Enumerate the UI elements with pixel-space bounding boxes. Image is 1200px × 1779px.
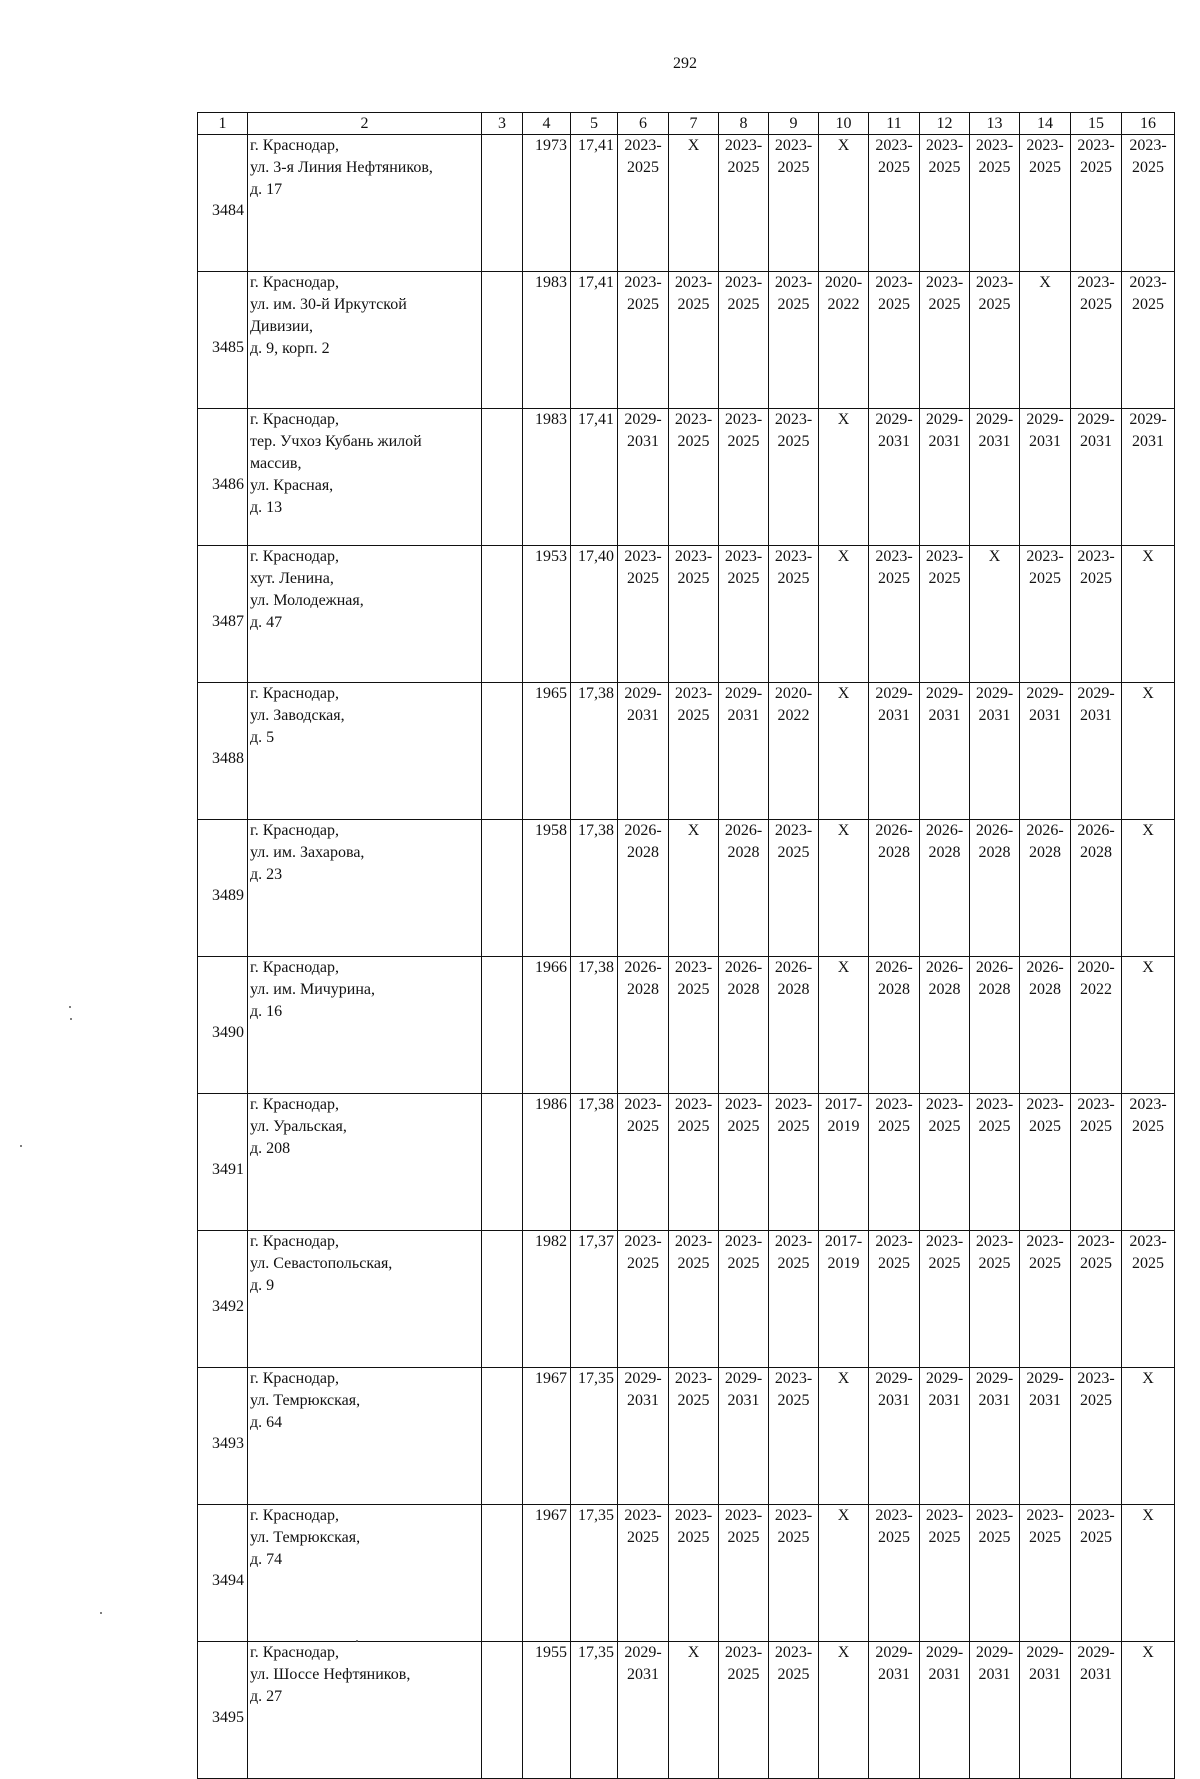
period-cell: 2023- 2025 [1071, 1368, 1122, 1505]
period-cell: 2029- 2031 [719, 683, 769, 820]
period-cell: 2026- 2028 [920, 957, 970, 1094]
period-cell: 2023- 2025 [1020, 1505, 1071, 1642]
address-cell: г. Краснодар, хут. Ленина, ул. Молодежная, д. 47 [248, 546, 482, 683]
period-cell: 2023- 2025 [769, 1642, 819, 1779]
column-header: 5 [571, 113, 618, 135]
row-number: 3492 [198, 1231, 248, 1368]
period-cell: 2023- 2025 [1071, 272, 1122, 409]
period-cell: 2029- 2031 [970, 683, 1020, 820]
period-cell: 2029- 2031 [618, 683, 669, 820]
table-row [198, 820, 1175, 957]
period-cell: X [819, 409, 869, 546]
period-cell: 2023- 2025 [970, 135, 1020, 272]
column-header: 1 [198, 113, 248, 135]
address-cell: г. Краснодар, ул. Севастопольская, д. 9 [248, 1231, 482, 1368]
period-cell: 2029- 2031 [719, 1368, 769, 1505]
col3-cell [482, 1505, 523, 1642]
period-cell: 2029- 2031 [1020, 1642, 1071, 1779]
row-number: 3491 [198, 1094, 248, 1231]
period-cell: 2023- 2025 [769, 820, 819, 957]
address-cell: г. Краснодар, тер. Учхоз Кубань жилой массив, ул. Красная, д. 13 [248, 409, 482, 546]
column-header: 4 [523, 113, 571, 135]
period-cell: 2023- 2025 [1122, 272, 1175, 409]
row-number: 3494 [198, 1505, 248, 1642]
period-cell: 2029- 2031 [920, 683, 970, 820]
period-cell: 2023- 2025 [920, 272, 970, 409]
table-row [198, 546, 1175, 683]
value-cell: 17,41 [571, 272, 618, 409]
period-cell: 2029- 2031 [1020, 683, 1071, 820]
year-cell: 1986 [523, 1094, 571, 1231]
period-cell: 2023- 2025 [920, 1094, 970, 1231]
value-cell: 17,40 [571, 546, 618, 683]
period-cell: 2029- 2031 [920, 409, 970, 546]
period-cell: 2023- 2025 [1020, 135, 1071, 272]
period-cell: 2026- 2028 [1071, 820, 1122, 957]
col3-cell [482, 409, 523, 546]
table-row [198, 1642, 1175, 1779]
period-cell: 2023- 2025 [769, 1231, 819, 1368]
column-header: 8 [719, 113, 769, 135]
address-cell: г. Краснодар, ул. им. Мичурина, д. 16 [248, 957, 482, 1094]
period-cell: 2023- 2025 [920, 1505, 970, 1642]
period-cell: 2029- 2031 [1071, 683, 1122, 820]
period-cell: 2029- 2031 [618, 1642, 669, 1779]
header-row [198, 113, 1175, 135]
column-header: 6 [618, 113, 669, 135]
period-cell: 2029- 2031 [1122, 409, 1175, 546]
period-cell: 2029- 2031 [869, 1368, 920, 1505]
period-cell: 2023- 2025 [1071, 1505, 1122, 1642]
period-cell: 2023- 2025 [1020, 546, 1071, 683]
value-cell: 17,37 [571, 1231, 618, 1368]
period-cell: 2029- 2031 [920, 1368, 970, 1505]
period-cell: 2020- 2022 [819, 272, 869, 409]
period-cell: 2023- 2025 [1020, 1094, 1071, 1231]
period-cell: 2017- 2019 [819, 1231, 869, 1368]
period-cell: 2026- 2028 [618, 820, 669, 957]
period-cell: 2023- 2025 [1071, 1231, 1122, 1368]
period-cell: 2023- 2025 [669, 683, 719, 820]
period-cell: 2023- 2025 [920, 1231, 970, 1368]
period-cell: 2023- 2025 [618, 272, 669, 409]
col3-cell [482, 1231, 523, 1368]
address-cell: г. Краснодар, ул. Темрюкская, д. 74 [248, 1505, 482, 1642]
address-cell: г. Краснодар, ул. Шоссе Нефтяников, д. 27 [248, 1642, 482, 1779]
value-cell: 17,35 [571, 1368, 618, 1505]
period-cell: 2029- 2031 [1071, 1642, 1122, 1779]
scan-speck [356, 1640, 358, 1642]
table-row [198, 272, 1175, 409]
col3-cell [482, 135, 523, 272]
col3-cell [482, 683, 523, 820]
row-number: 3495 [198, 1642, 248, 1779]
page-number: 292 [673, 55, 697, 72]
period-cell: 2023- 2025 [669, 409, 719, 546]
period-cell: 2023- 2025 [920, 546, 970, 683]
period-cell: 2023- 2025 [769, 409, 819, 546]
period-cell: 2026- 2028 [1020, 820, 1071, 957]
year-cell: 1973 [523, 135, 571, 272]
period-cell: X [970, 546, 1020, 683]
period-cell: 2026- 2028 [618, 957, 669, 1094]
period-cell: 2023- 2025 [970, 272, 1020, 409]
period-cell: X [1122, 546, 1175, 683]
period-cell: X [819, 820, 869, 957]
period-cell: 2023- 2025 [769, 1094, 819, 1231]
period-cell: 2023- 2025 [769, 272, 819, 409]
period-cell: 2020- 2022 [769, 683, 819, 820]
value-cell: 17,41 [571, 135, 618, 272]
period-cell: 2026- 2028 [869, 957, 920, 1094]
period-cell: 2023- 2025 [1071, 135, 1122, 272]
period-cell: 2023- 2025 [970, 1505, 1020, 1642]
table-row [198, 957, 1175, 1094]
address-cell: г. Краснодар, ул. Уральская, д. 208 [248, 1094, 482, 1231]
period-cell: X [819, 1368, 869, 1505]
period-cell: X [1122, 1368, 1175, 1505]
row-number: 3489 [198, 820, 248, 957]
period-cell: 2023- 2025 [618, 546, 669, 683]
period-cell: 2023- 2025 [769, 135, 819, 272]
period-cell: 2023- 2025 [869, 1505, 920, 1642]
year-cell: 1966 [523, 957, 571, 1094]
period-cell: 2023- 2025 [920, 135, 970, 272]
period-cell: 2026- 2028 [719, 957, 769, 1094]
period-cell: X [819, 546, 869, 683]
column-header: 12 [920, 113, 970, 135]
period-cell: 2023- 2025 [769, 546, 819, 683]
row-number: 3493 [198, 1368, 248, 1505]
period-cell: X [669, 820, 719, 957]
address-cell: г. Краснодар, ул. им. Захарова, д. 23 [248, 820, 482, 957]
table-row [198, 1368, 1175, 1505]
period-cell: X [1122, 957, 1175, 1094]
address-cell: г. Краснодар, ул. им. 30-й Иркутской Дивизии, д. 9, корп. 2 [248, 272, 482, 409]
period-cell: 2023- 2025 [618, 135, 669, 272]
scan-speck [20, 1145, 22, 1147]
period-cell: 2026- 2028 [970, 820, 1020, 957]
period-cell: X [1020, 272, 1071, 409]
period-cell: 2023- 2025 [669, 1505, 719, 1642]
period-cell: 2026- 2028 [769, 957, 819, 1094]
period-cell: 2023- 2025 [618, 1505, 669, 1642]
period-cell: 2023- 2025 [719, 546, 769, 683]
period-cell: 2029- 2031 [618, 409, 669, 546]
row-number: 3485 [198, 272, 248, 409]
period-cell: 2029- 2031 [618, 1368, 669, 1505]
year-cell: 1955 [523, 1642, 571, 1779]
table-row [198, 683, 1175, 820]
period-cell: 2026- 2028 [869, 820, 920, 957]
scan-speck [69, 1006, 71, 1008]
table-row [198, 1505, 1175, 1642]
period-cell: 2023- 2025 [769, 1368, 819, 1505]
year-cell: 1983 [523, 272, 571, 409]
address-cell: г. Краснодар, ул. Заводская, д. 5 [248, 683, 482, 820]
row-number: 3490 [198, 957, 248, 1094]
value-cell: 17,38 [571, 957, 618, 1094]
year-cell: 1965 [523, 683, 571, 820]
year-cell: 1983 [523, 409, 571, 546]
column-header: 13 [970, 113, 1020, 135]
period-cell: 2017- 2019 [819, 1094, 869, 1231]
row-number: 3488 [198, 683, 248, 820]
column-header: 10 [819, 113, 869, 135]
period-cell: X [819, 1642, 869, 1779]
col3-cell [482, 957, 523, 1094]
period-cell: 2023- 2025 [719, 1642, 769, 1779]
period-cell: 2023- 2025 [869, 546, 920, 683]
period-cell: 2023- 2025 [1020, 1231, 1071, 1368]
year-cell: 1967 [523, 1505, 571, 1642]
period-cell: 2023- 2025 [1071, 1094, 1122, 1231]
period-cell: X [819, 957, 869, 1094]
period-cell: 2023- 2025 [1122, 1094, 1175, 1231]
address-cell: г. Краснодар, ул. Темрюкская, д. 64 [248, 1368, 482, 1505]
col3-cell [482, 1094, 523, 1231]
value-cell: 17,38 [571, 820, 618, 957]
period-cell: 2023- 2025 [869, 272, 920, 409]
row-number: 3484 [198, 135, 248, 272]
scan-speck [70, 1018, 72, 1020]
period-cell: 2029- 2031 [869, 683, 920, 820]
period-cell: X [819, 683, 869, 820]
period-cell: X [1122, 820, 1175, 957]
period-cell: X [819, 1505, 869, 1642]
col3-cell [482, 1368, 523, 1505]
period-cell: 2023- 2025 [719, 1505, 769, 1642]
period-cell: 2023- 2025 [1122, 135, 1175, 272]
period-cell: X [1122, 1505, 1175, 1642]
period-cell: 2023- 2025 [669, 546, 719, 683]
period-cell: 2029- 2031 [869, 409, 920, 546]
period-cell: 2029- 2031 [970, 1642, 1020, 1779]
scan-speck [100, 1612, 102, 1614]
period-cell: 2023- 2025 [669, 1231, 719, 1368]
period-cell: 2023- 2025 [1122, 1231, 1175, 1368]
row-number: 3486 [198, 409, 248, 546]
column-header: 15 [1071, 113, 1122, 135]
period-cell: 2026- 2028 [719, 820, 769, 957]
period-cell: 2023- 2025 [970, 1231, 1020, 1368]
period-cell: 2029- 2031 [1020, 1368, 1071, 1505]
period-cell: 2029- 2031 [1020, 409, 1071, 546]
period-cell: X [669, 135, 719, 272]
value-cell: 17,35 [571, 1642, 618, 1779]
column-header: 2 [248, 113, 482, 135]
period-cell: 2023- 2025 [669, 957, 719, 1094]
year-cell: 1982 [523, 1231, 571, 1368]
year-cell: 1953 [523, 546, 571, 683]
year-cell: 1967 [523, 1368, 571, 1505]
period-cell: 2023- 2025 [869, 1094, 920, 1231]
period-cell: 2023- 2025 [669, 1094, 719, 1231]
column-header: 16 [1122, 113, 1175, 135]
period-cell: X [819, 135, 869, 272]
period-cell: 2023- 2025 [618, 1231, 669, 1368]
value-cell: 17,41 [571, 409, 618, 546]
period-cell: 2023- 2025 [769, 1505, 819, 1642]
table-body [198, 113, 1175, 1779]
value-cell: 17,38 [571, 683, 618, 820]
table-row [198, 1231, 1175, 1368]
period-cell: 2023- 2025 [669, 272, 719, 409]
period-cell: 2029- 2031 [970, 1368, 1020, 1505]
housing-schedule-table [197, 112, 1175, 1779]
column-header: 7 [669, 113, 719, 135]
address-cell: г. Краснодар, ул. 3-я Линия Нефтяников, д. 17 [248, 135, 482, 272]
table-row [198, 409, 1175, 546]
value-cell: 17,38 [571, 1094, 618, 1231]
period-cell: 2023- 2025 [669, 1368, 719, 1505]
period-cell: X [1122, 1642, 1175, 1779]
period-cell: 2023- 2025 [869, 135, 920, 272]
period-cell: 2026- 2028 [920, 820, 970, 957]
value-cell: 17,35 [571, 1505, 618, 1642]
year-cell: 1958 [523, 820, 571, 957]
period-cell: 2029- 2031 [920, 1642, 970, 1779]
period-cell: 2029- 2031 [1071, 409, 1122, 546]
column-header: 9 [769, 113, 819, 135]
period-cell: 2026- 2028 [970, 957, 1020, 1094]
row-number: 3487 [198, 546, 248, 683]
period-cell: 2023- 2025 [719, 1231, 769, 1368]
table-row [198, 135, 1175, 272]
period-cell: 2029- 2031 [869, 1642, 920, 1779]
period-cell: 2023- 2025 [618, 1094, 669, 1231]
period-cell: 2023- 2025 [719, 135, 769, 272]
period-cell: 2020- 2022 [1071, 957, 1122, 1094]
period-cell: 2023- 2025 [1071, 546, 1122, 683]
period-cell: 2023- 2025 [970, 1094, 1020, 1231]
period-cell: X [669, 1642, 719, 1779]
column-header: 11 [869, 113, 920, 135]
period-cell: 2023- 2025 [719, 272, 769, 409]
period-cell: 2023- 2025 [719, 1094, 769, 1231]
period-cell: 2026- 2028 [1020, 957, 1071, 1094]
period-cell: 2029- 2031 [970, 409, 1020, 546]
column-header: 3 [482, 113, 523, 135]
table-row [198, 1094, 1175, 1231]
col3-cell [482, 820, 523, 957]
period-cell: 2023- 2025 [719, 409, 769, 546]
col3-cell [482, 1642, 523, 1779]
column-header: 14 [1020, 113, 1071, 135]
col3-cell [482, 546, 523, 683]
period-cell: 2023- 2025 [869, 1231, 920, 1368]
period-cell: X [1122, 683, 1175, 820]
col3-cell [482, 272, 523, 409]
